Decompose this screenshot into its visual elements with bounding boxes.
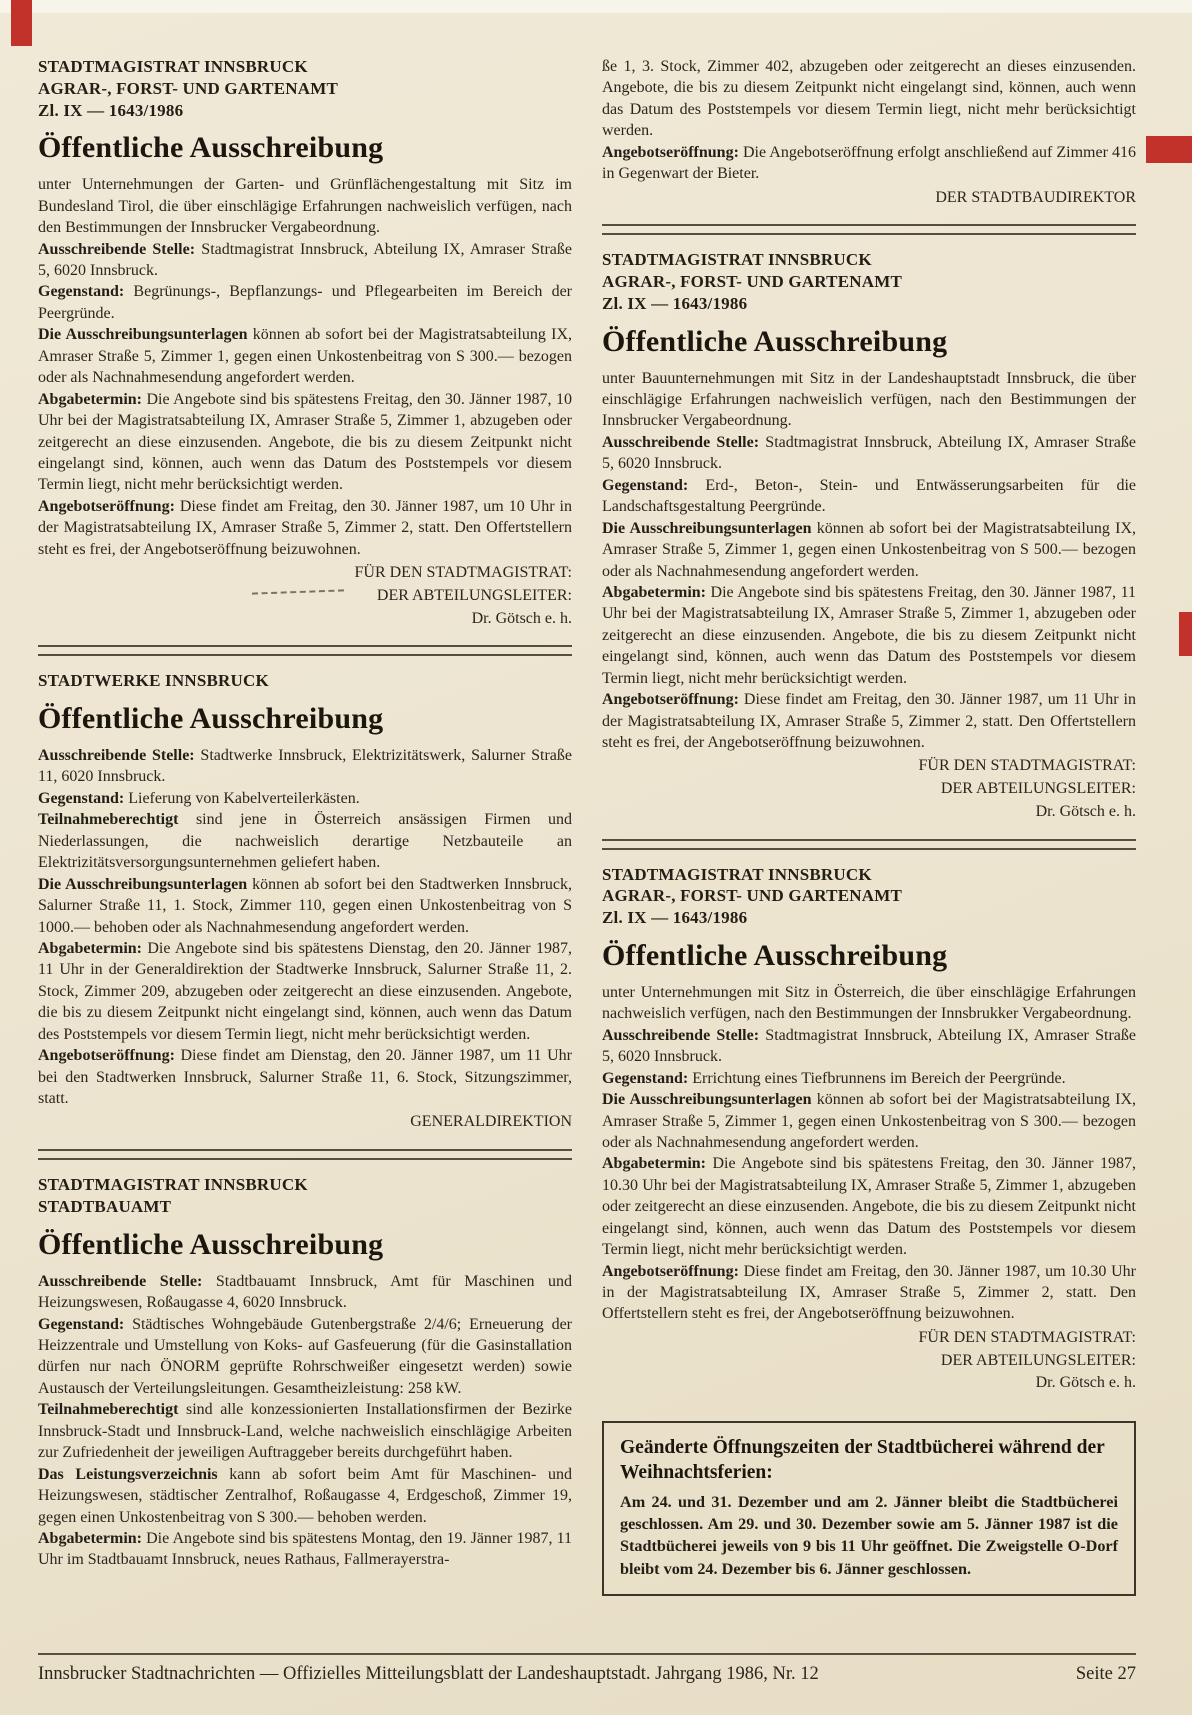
- paragraph-lead: Abgabetermin:: [38, 390, 142, 408]
- signature-block: [602, 755, 1136, 823]
- signature-line: GENERALDIREKTION: [410, 1113, 572, 1131]
- left-column: [38, 56, 572, 1596]
- paragraph-lead: Teilnahmeberechtigt: [38, 811, 179, 829]
- paragraph: [602, 1153, 1136, 1260]
- paragraph-text: sind jene in Österreich ansässigen Firmen und Niederlassungen, die nachweislich derartige Netzbauteile an Elektrizitätsversorgungsunternehmen geliefert haben.: [38, 811, 572, 872]
- paragraph: [602, 689, 1136, 753]
- signature-line: FÜR DEN STADTMAGISTRAT:: [918, 757, 1136, 775]
- paragraph: [602, 582, 1136, 689]
- signature-line: FÜR DEN STADTMAGISTRAT:: [918, 1328, 1136, 1346]
- paragraph-text: können ab sofort bei der Magistratsabteilung IX, Amraser Straße 5, Zimmer 1, gegen einen Unkostenbeitrag von S 500.— bezogen oder als Nachnahmesendung angefordert werden.: [602, 519, 1136, 580]
- paragraph-lead: Teilnahmeberechtigt: [38, 1401, 179, 1419]
- signature-line: FÜR DEN STADTMAGISTRAT:: [354, 564, 572, 582]
- paragraph-text: kann ab sofort beim Amt für Maschinen- und Heizungswesen, städtischer Zentralhof, Roßaugasse 4, Erdgeschoß, Zimmer 19, gegen einen Unkostenbeitrag von S 300.— behoben werden.: [38, 1465, 572, 1526]
- paragraph: [38, 281, 572, 324]
- signature-line: Dr. Götsch e. h.: [471, 609, 572, 627]
- paragraph-text: Städtisches Wohngebäude Gutenbergstraße 2/4/6; Erneuerung der Heizzentrale und Umstellung von Koks- auf Gasfeuerung (für die Gasinstallation dürfen nur nach ÖNORM geprüfte Rohrschweißer eingesetzt werden) sowie Austausch der Verteilungsleitungen. Gesamtheizleistung: 258 kW.: [38, 1315, 572, 1397]
- announcement-stadtwerke: [38, 670, 572, 1134]
- paragraph-text: Die Angebote sind bis spätestens Freitag, den 30. Jänner 1987, 11 Uhr bei der Magistratsabteilung IX, Amraser Straße 5, Zimmer 1, abzugeben oder zeitgerecht an diese einzusenden. Angebote, die bis zu diesem Zeitpunkt nicht eingelangt sind, können, auch wenn das Datum des Poststempels vor diesem Termin liegt, nicht mehr berücksichtigt werden.: [602, 583, 1136, 687]
- section-title: Öffentliche Ausschreibung: [38, 131, 384, 165]
- paragraph-lead: Abgabetermin:: [38, 939, 142, 957]
- paragraph: [602, 1025, 1136, 1068]
- continuation-paragraph: ße 1, 3. Stock, Zimmer 402, abzugeben oder zeitgerecht an dieses einzusenden. Angebote, die bis zu diesem Zeitpunkt nicht eingelangt sind, können, auch wenn das Datum des Poststempels vor diesem Termin liegt, nicht mehr berücksichtigt werden.: [602, 58, 1136, 140]
- paragraph-text: können ab sofort bei der Magistratsabteilung IX, Amraser Straße 5, Zimmer 1, gegen einen Unkostenbeitrag von S 300.— bezogen oder als Nachnahmesendung angefordert werden.: [38, 326, 572, 387]
- paragraph: [602, 475, 1136, 518]
- paragraph: [38, 788, 572, 809]
- announcement-stadtbauamt: [38, 1174, 572, 1571]
- org-line: Zl. IX — 1643/1986: [38, 100, 184, 120]
- red-ink-mark: [11, 0, 32, 46]
- org-line: STADTWERKE INNSBRUCK: [38, 671, 269, 691]
- paragraph-text: Begrünungs-, Bepflanzungs- und Pflegearbeiten im Bereich der Peergründe.: [38, 283, 572, 322]
- paragraph: [602, 1068, 1136, 1089]
- org-line: Zl. IX — 1643/1986: [602, 908, 748, 928]
- paragraph-text: Die Angebote sind bis spätestens Freitag, den 30. Jänner 1987, 10.30 Uhr bei der Magistratsabteilung IX, Amraser Straße 5, Zimmer 1, abzugeben oder zeitgerecht an diese einzusenden. Angebote, die bis zu diesem Zeitpunkt nicht eingelangt sind, können, auch wenn das Datum des Poststempels vor diesem Termin liegt, nicht mehr berücksichtigt werden.: [602, 1155, 1136, 1259]
- paragraph-text: Die Angebote sind bis spätestens Montag, den 19. Jänner 1987, 11 Uhr im Stadtbauamt Innsbruck, neues Rathaus, Fallmerayerstra-: [38, 1529, 572, 1569]
- paragraph-lead: Gegenstand:: [38, 283, 125, 301]
- announcement-gartenamt-1: [38, 56, 572, 630]
- footer-publication-info: Innsbrucker Stadtnachrichten — Offizielles Mitteilungsblatt der Landeshauptstadt. Jahrgang 1986, Nr. 12: [38, 1664, 819, 1684]
- intro-paragraph: unter Unternehmungen der Garten- und Grünflächengestaltung mit Sitz im Bundesland Tirol, die über einschlägige Erfahrungen nachweislich verfügen, nach den Bestimmungen der Innsbrucker Vergabeordnung.: [38, 176, 572, 237]
- section-divider: [602, 839, 1136, 850]
- paragraph-lead: Angebotseröffnung:: [602, 143, 739, 161]
- paragraph-text: Stadtmagistrat Innsbruck, Abteilung IX, Amraser Straße 5, 6020 Innsbruck.: [602, 433, 1137, 473]
- page-content: [38, 56, 1136, 1596]
- footer-page-number: Seite 27: [1075, 1664, 1136, 1684]
- paragraph: [38, 324, 572, 388]
- paragraph: [38, 874, 572, 938]
- section-title: Öffentliche Ausschreibung: [602, 938, 948, 972]
- red-ink-mark: [1179, 612, 1192, 656]
- paragraph-text: Stadtmagistrat Innsbruck, Abteilung IX, Amraser Straße 5, 6020 Innsbruck.: [602, 1026, 1137, 1066]
- notice-body: Am 24. und 31. Dezember und am 2. Jänner bleibt die Stadtbücherei geschlossen. Am 29. und 30. Dezember sowie am 5. Jänner 1987 ist die Stadtbücherei jeweils von 9 bis 11 Uhr geöffnet. Die Zweigstelle O-Dorf bleibt vom 24. Dezember bis 6. Jänner geschlossen.: [620, 1492, 1118, 1578]
- paragraph-lead: Die Ausschreibungsunterlagen: [38, 875, 248, 893]
- paragraph: [38, 1271, 572, 1314]
- paragraph-text: Die Angebote sind bis spätestens Dienstag, den 20. Jänner 1987, 11 Uhr in der Generaldirektion der Stadtwerke Innsbruck, Salurner Straße 11, 2. Stock, Zimmer 209, abzugeben oder zeitgerecht an diese einzusenden. Angebote, die bis zu diesem Zeitpunkt nicht eingelangt sind, können, auch wenn das Datum des Poststempels vor diesem Termin liegt, nicht mehr berücksichtigt werden.: [38, 939, 572, 1043]
- section-title: Öffentliche Ausschreibung: [38, 1227, 384, 1261]
- paragraph-lead: Gegenstand:: [38, 789, 125, 807]
- paragraph-lead: Abgabetermin:: [38, 1529, 142, 1547]
- org-header: [602, 249, 1136, 314]
- paragraph-text: Diese findet am Dienstag, den 20. Jänner 1987, um 11 Uhr bei den Stadtwerken Innsbruck, Salurner Straße 11, 6. Stock, Sitzungszimmer, statt.: [38, 1047, 572, 1108]
- org-header: [38, 670, 572, 692]
- red-ink-mark: [1146, 136, 1192, 163]
- paragraph: [38, 1464, 572, 1528]
- org-line: AGRAR-, FORST- UND GARTENAMT: [602, 886, 902, 906]
- section-title: Öffentliche Ausschreibung: [38, 702, 384, 736]
- paragraph-text: Stadtbauamt Innsbruck, Amt für Maschinen und Heizungswesen, Roßaugasse 4, 6020 Innsbruck.: [38, 1272, 573, 1312]
- announcement-stadtbauamt-continued: [602, 56, 1136, 209]
- paragraph: [38, 496, 572, 560]
- signature-block: [602, 1327, 1136, 1395]
- library-hours-notice-box: [602, 1421, 1136, 1596]
- paragraph: [38, 1528, 572, 1571]
- org-line: AGRAR-, FORST- UND GARTENAMT: [38, 78, 338, 98]
- org-line: STADTMAGISTRAT INNSBRUCK: [602, 864, 872, 884]
- org-line: STADTMAGISTRAT INNSBRUCK: [38, 1175, 308, 1195]
- paragraph-text: Diese findet am Freitag, den 30. Jänner 1987, um 10 Uhr in der Magistratsabteilung IX, Amraser Straße 5, Zimmer 2, statt. Den Offertstellern steht es frei, der Angebotseröffnung beizuwohnen.: [38, 497, 572, 558]
- scan-edge-strip: [0, 0, 1192, 13]
- paragraph-text: können ab sofort bei der Magistratsabteilung IX, Amraser Straße 5, Zimmer 1, gegen einen Unkostenbeitrag von S 300.— bezogen oder als Nachnahmesendung angefordert werden.: [602, 1091, 1136, 1151]
- right-column: [602, 56, 1136, 1596]
- paragraph-text: Stadtmagistrat Innsbruck, Abteilung IX, Amraser Straße 5, 6020 Innsbruck.: [38, 240, 573, 279]
- paragraph: [38, 389, 572, 496]
- org-header: [38, 56, 572, 121]
- paragraph: [38, 1314, 572, 1400]
- paragraph-text: Diese findet am Freitag, den 30. Jänner 1987, um 11 Uhr in der Magistratsabteilung IX, Amraser Straße 5, Zimmer 2, statt. Den Offertstellern steht es frei, der Angebotseröffnung beizuwohnen.: [602, 691, 1136, 752]
- signature-block: [38, 1111, 572, 1134]
- paragraph: [602, 1261, 1136, 1325]
- paragraph-lead: Gegenstand:: [602, 476, 689, 494]
- org-line: STADTMAGISTRAT INNSBRUCK: [602, 250, 872, 270]
- announcement-gartenamt-3: [602, 864, 1136, 1395]
- org-line: STADTBAUAMT: [38, 1196, 172, 1216]
- paragraph-text: Errichtung eines Tiefbrunnens im Bereich der Peergründe.: [688, 1069, 1066, 1087]
- paragraph-lead: Angebotseröffnung:: [38, 497, 175, 515]
- paragraph: [38, 938, 572, 1045]
- paragraph-lead: Ausschreibende Stelle:: [602, 1026, 760, 1044]
- paragraph: [602, 432, 1136, 475]
- signature-block: [38, 562, 572, 630]
- paragraph-lead: Ausschreibende Stelle:: [38, 240, 196, 258]
- paragraph: [602, 142, 1136, 185]
- paragraph: [38, 809, 572, 873]
- paragraph: [38, 239, 572, 282]
- paragraph-lead: Angebotseröffnung:: [38, 1047, 175, 1065]
- notice-title: Geänderte Öffnungszeiten der Stadtbücherei während der Weihnachtsferien:: [620, 1437, 1105, 1484]
- section-divider: [38, 645, 572, 656]
- paragraph-text: Lieferung von Kabelverteilerkästen.: [124, 789, 360, 807]
- paragraph-text: können ab sofort bei den Stadtwerken Innsbruck, Salurner Straße 11, 1. Stock, Zimmer 110, gegen einen Unkostenbeitrag von S 1000.— behoben oder als Nachnahmesendung angefordert werden.: [38, 875, 572, 936]
- paragraph-lead: Angebotseröffnung:: [602, 691, 739, 709]
- paragraph-lead: Die Ausschreibungsunterlagen: [602, 519, 812, 537]
- paragraph-lead: Ausschreibende Stelle:: [602, 433, 760, 451]
- signature-line: Dr. Götsch e. h.: [1035, 802, 1136, 820]
- page-footer: [38, 1653, 1136, 1685]
- signature-line: DER ABTEILUNGSLEITER:: [376, 586, 572, 604]
- intro-paragraph: unter Unternehmungen mit Sitz in Österreich, die über einschlägige Erfahrungen nachweislich verfügen, nach den Bestimmungen der Innsbrukker Vergabeordnung.: [602, 983, 1136, 1023]
- paragraph: [602, 1089, 1136, 1153]
- section-divider: [602, 224, 1136, 235]
- paragraph-text: sind alle konzessionierten Installationsfirmen der Bezirke Innsbruck-Stadt und Innsbruck-Land, welche nachweislich einschlägige Arbeiten zur Zufriedenheit der jeweiligen Auftraggeber bereits durchgeführt haben.: [38, 1401, 572, 1462]
- paragraph-text: Die Angebote sind bis spätestens Freitag, den 30. Jänner 1987, 10 Uhr bei der Magistratsabteilung IX, Amraser Straße 5, Zimmer 1, abzugeben oder zeitgerecht an diese einzusenden. Angebote, die bis zu diesem Zeitpunkt nicht eingelangt sind, können, auch wenn das Datum des Poststempels vor diesem Termin liegt, nicht mehr berücksichtigt werden.: [38, 390, 572, 494]
- paragraph: [38, 1399, 572, 1463]
- signature-line: DER ABTEILUNGSLEITER:: [940, 780, 1136, 798]
- intro-paragraph: unter Bauunternehmungen mit Sitz in der Landeshauptstadt Innsbruck, die über einschlägige Erfahrungen nachweislich verfügen, nach den Bestimmungen der Innsbrucker Vergabeordnung.: [602, 369, 1136, 430]
- org-header: [38, 1174, 572, 1218]
- paragraph-lead: Abgabetermin:: [602, 1155, 706, 1173]
- org-line: STADTMAGISTRAT INNSBRUCK: [38, 57, 308, 76]
- paragraph: [38, 745, 572, 788]
- section-title: Öffentliche Ausschreibung: [602, 324, 948, 358]
- org-line: Zl. IX — 1643/1986: [602, 293, 748, 313]
- paragraph-lead: Ausschreibende Stelle:: [38, 747, 195, 765]
- section-divider: [38, 1149, 572, 1160]
- paragraph-text: Erd-, Beton-, Stein- und Entwässerungsarbeiten für die Landschaftsgestaltung Peergründe.: [602, 476, 1136, 516]
- signature-line: DER ABTEILUNGSLEITER:: [940, 1351, 1136, 1369]
- paragraph-lead: Ausschreibende Stelle:: [38, 1272, 203, 1290]
- signature-line: DER STADTBAUDIREKTOR: [935, 188, 1136, 206]
- paragraph-lead: Die Ausschreibungsunterlagen: [38, 326, 248, 344]
- announcement-gartenamt-2: [602, 249, 1136, 823]
- paragraph-lead: Gegenstand:: [38, 1315, 125, 1333]
- paragraph-lead: Gegenstand:: [602, 1069, 689, 1087]
- paragraph-lead: Angebotseröffnung:: [602, 1262, 739, 1280]
- org-line: AGRAR-, FORST- UND GARTENAMT: [602, 272, 902, 292]
- signature-block: [602, 187, 1136, 210]
- signature-line: Dr. Götsch e. h.: [1035, 1374, 1136, 1392]
- paragraph-text: Stadtwerke Innsbruck, Elektrizitätswerk, Salurner Straße 11, 6020 Innsbruck.: [38, 747, 573, 786]
- paragraph-lead: Das Leistungsverzeichnis: [38, 1465, 218, 1483]
- paragraph-text: Die Angebotseröffnung erfolgt anschließend auf Zimmer 416 in Gegenwart der Bieter.: [602, 143, 1136, 183]
- org-header: [602, 864, 1136, 929]
- paragraph-lead: Die Ausschreibungsunterlagen: [602, 1091, 812, 1109]
- paragraph-text: Diese findet am Freitag, den 30. Jänner 1987, um 10.30 Uhr in der Magistratsabteilung IX, Amraser Straße 5, Zimmer 2, statt. Den Offertstellern steht es frei, der Angebotseröffnung beizuwohnen.: [602, 1262, 1136, 1323]
- paragraph: [602, 518, 1136, 582]
- paragraph: [38, 1045, 572, 1109]
- paragraph-lead: Abgabetermin:: [602, 583, 706, 601]
